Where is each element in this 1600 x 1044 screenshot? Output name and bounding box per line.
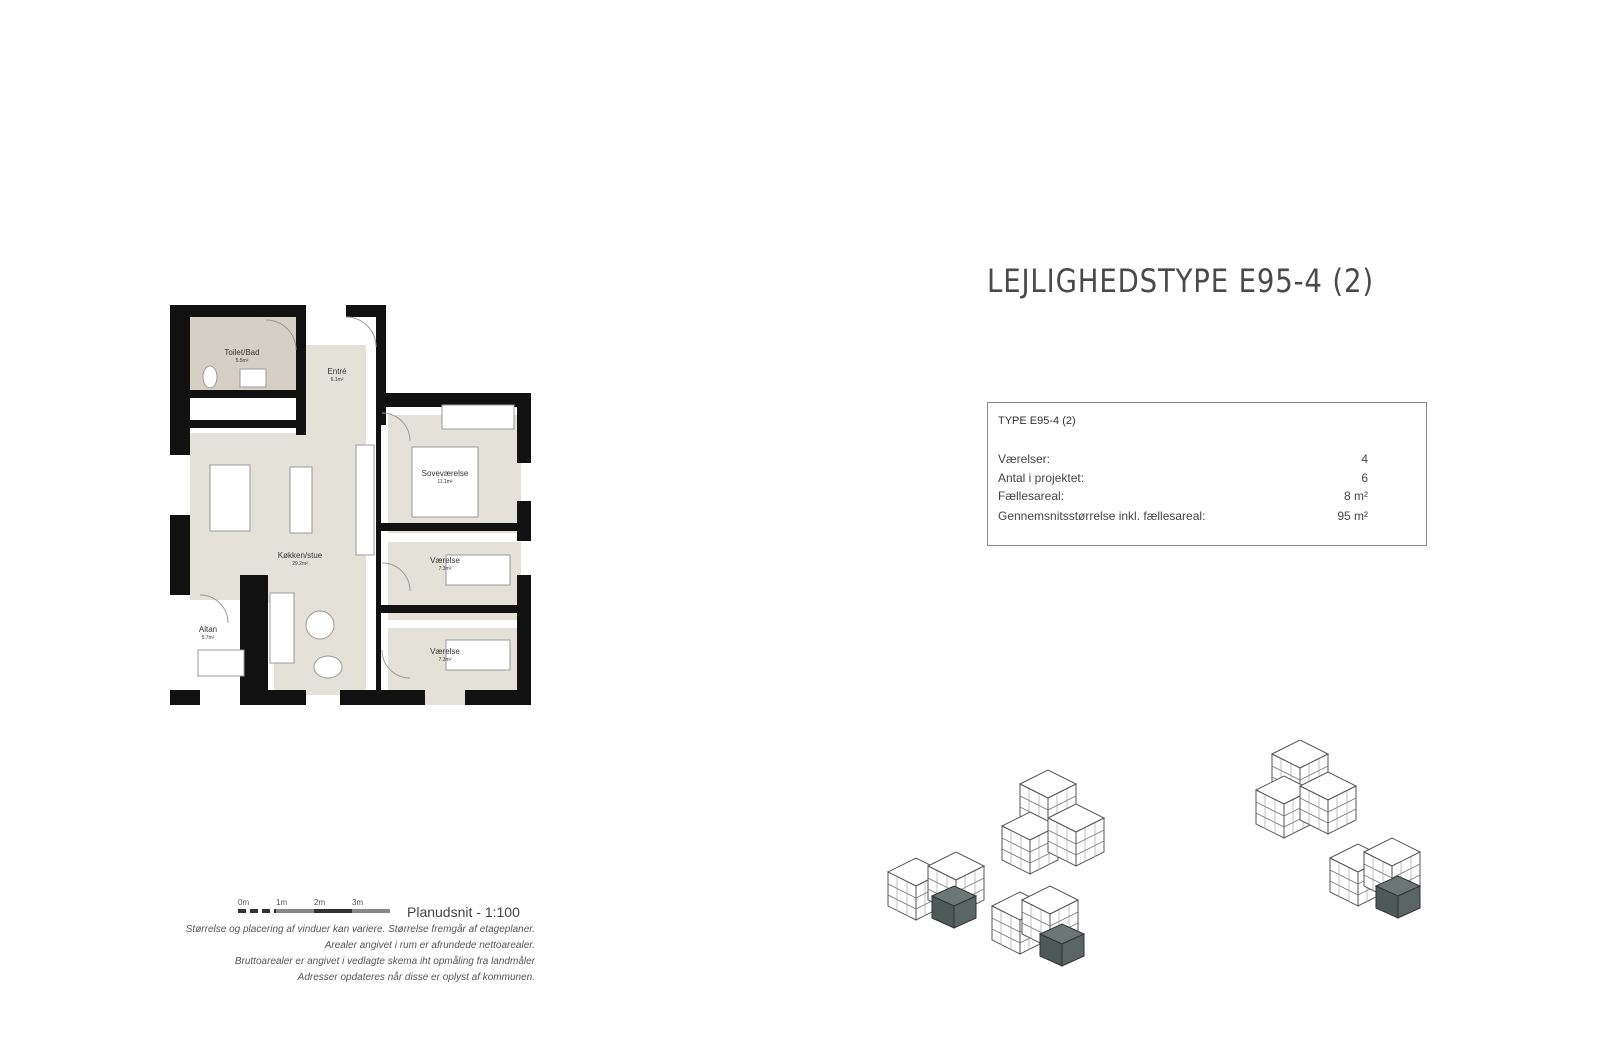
scale-tick: 2m bbox=[314, 898, 326, 907]
note-line: Størrelse og placering af vinduer kan variere. Størrelse fremgår af etageplaner. bbox=[185, 924, 535, 935]
building-cluster bbox=[992, 886, 1084, 966]
room-label: Altan bbox=[198, 625, 218, 634]
info-label: Gennemsnitsstørrelse inkl. fællesareal: bbox=[998, 509, 1206, 523]
scale-tick: 0m bbox=[238, 898, 250, 907]
room-label: Soveværelse bbox=[421, 469, 469, 478]
building-cluster bbox=[1330, 838, 1420, 918]
apartment-info-box bbox=[987, 402, 1427, 546]
note-line: Bruttoarealer er angivet i vedlagte skema iht opmåling fra landmåler bbox=[234, 956, 535, 967]
info-value: 8 m² bbox=[1344, 489, 1368, 503]
room-area: 29.2m² bbox=[292, 561, 308, 567]
room-label: Værelse bbox=[430, 556, 460, 565]
room-label: Køkken/stue bbox=[277, 551, 323, 560]
room-area: 5.7m² bbox=[201, 635, 215, 641]
page-title: LEJLIGHEDSTYPE E95-4 (2) bbox=[987, 262, 1374, 300]
room-area: 11.1m² bbox=[437, 479, 453, 485]
info-label: Fællesareal: bbox=[998, 489, 1065, 503]
info-label: Antal i projektet: bbox=[998, 471, 1085, 485]
building-cluster bbox=[888, 852, 984, 928]
room-area: 7.3m² bbox=[438, 566, 452, 572]
info-label: Værelser: bbox=[998, 452, 1051, 466]
room-label: Toilet/Bad bbox=[224, 348, 260, 357]
note-line: Arealer angivet i rum er afrundede nettoarealer. bbox=[324, 940, 535, 951]
room-area: 6.1m² bbox=[330, 377, 344, 383]
info-value: 95 m² bbox=[1337, 509, 1368, 523]
info-value: 4 bbox=[1361, 452, 1368, 466]
room-area: 5.5m² bbox=[235, 358, 249, 364]
building-key-plan bbox=[880, 740, 1440, 1000]
scale-tick: 3m bbox=[352, 898, 364, 907]
room-label: Værelse bbox=[430, 647, 460, 656]
floor-plan bbox=[170, 305, 550, 730]
note-line: Adresser opdateres når disse er oplyst af kommunen. bbox=[297, 972, 535, 983]
room-area: 7.3m² bbox=[438, 657, 452, 663]
info-value: 6 bbox=[1361, 471, 1368, 485]
building-cluster bbox=[1002, 770, 1104, 874]
scale-label: Planudsnit - 1:100 bbox=[407, 904, 520, 920]
entre-floor bbox=[306, 345, 366, 435]
info-box-title: TYPE E95-4 (2) bbox=[998, 415, 1076, 427]
building-cluster bbox=[1256, 740, 1356, 838]
room-label: Entré bbox=[327, 367, 347, 376]
scale-tick: 1m bbox=[276, 898, 288, 907]
